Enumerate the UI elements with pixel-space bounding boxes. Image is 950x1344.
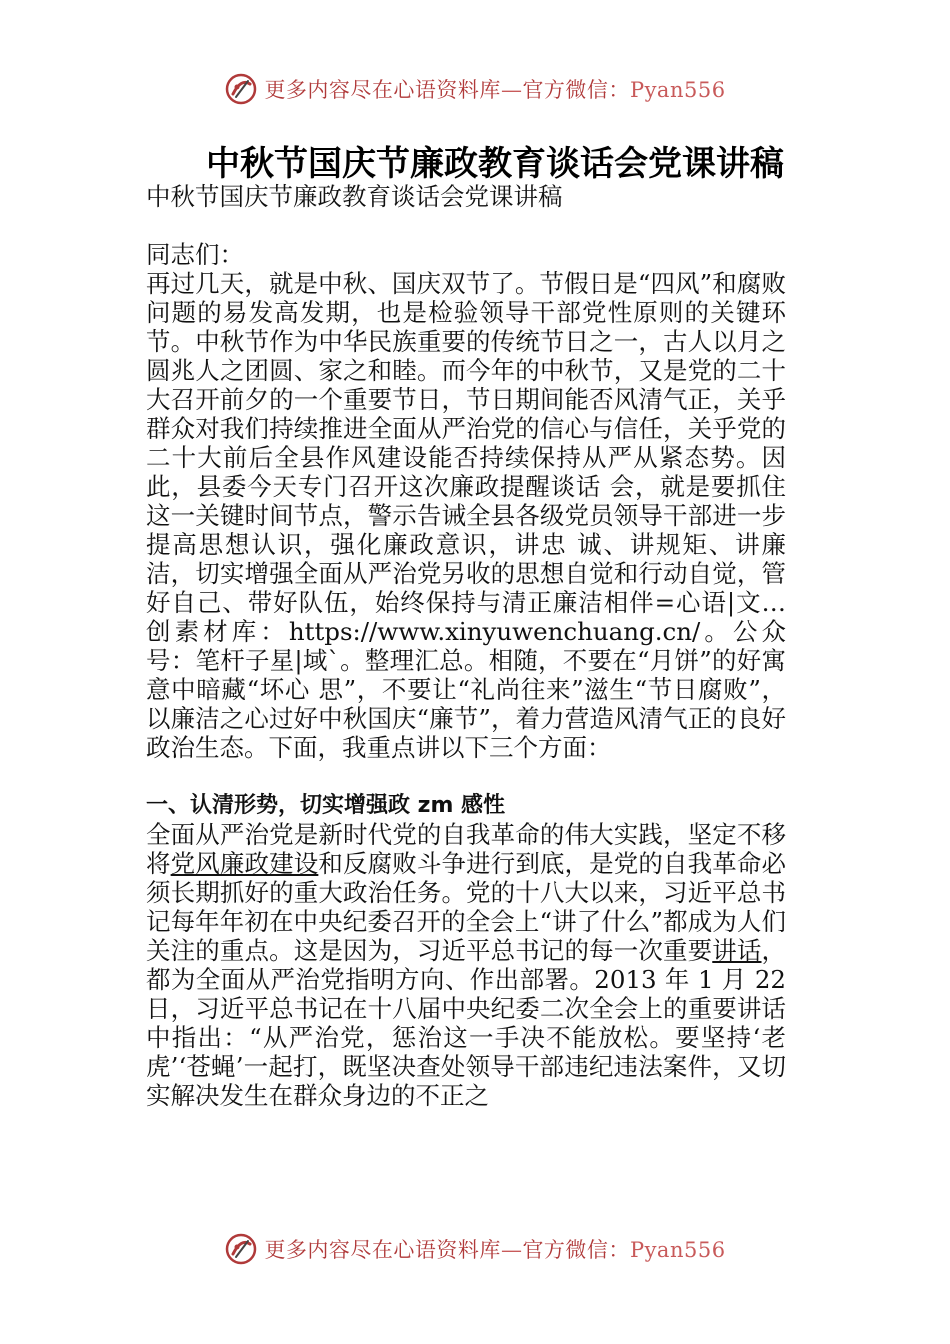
logo-icon xyxy=(224,1232,258,1266)
watermark-text: 更多内容尽在心语资料库—官方微信：Pyan556 xyxy=(264,78,726,102)
link-speech[interactable]: 讲话 xyxy=(712,936,762,965)
document-subtitle: 中秋节国庆节廉政教育谈话会党课讲稿 xyxy=(146,182,563,211)
watermark-banner-bottom xyxy=(0,1232,950,1266)
document-title: 中秋节国庆节廉政教育谈话会党课讲稿 xyxy=(206,144,784,184)
intro-paragraph: 再过几天，就是中秋、国庆双节了。节假日是“四风”和腐败问题的易发高发期，也是检验领导干部党性原则的关键环节。中秋节作为中华民族重要的传统节日之一，古人以月之圆兆人之团圆、家之和睦。而今年的中秋节，又是党的二十大召开前夕的一个重要节日，节日期间能否风清气正，关乎群众对我们持续推进全面从严治党的信心与信任，关乎党的二十大前后全县作风建设能否持续保持从严从紧态势。因此，县委今天专门召开这次廉政提醒谈话 会，就是要抓住这一关键时间节点，警示告诫全县各级党员领导干部进一步提高思想认识，强化廉政意识，讲忠 诚、讲规矩、讲廉洁，切实增强全面从严治党另收的思想自觉和行动自觉，管好自己、带好队伍，始终保持与清正廉洁相伴=心语|文…创素材库：https://www.xinyuwenchuang.cn/。公众号：笔杆子星|域`。整理汇总。相随，不要在“月饼”的好寓意中暗藏“坏心 思”，不要让“礼尚往来”滋生“节日腐败”，以廉洁之心过好中秋国庆“廉节”，着力营造风清气正的良好政治生态。下面，我重点讲以下三个方面： xyxy=(146,269,786,762)
watermark-text: 更多内容尽在心语资料库—官方微信：Pyan556 xyxy=(264,1238,726,1262)
section-1-paragraph: 全面从严治党是新时代党的自我革命的伟大实践，坚定不移将党风廉政建设和反腐败斗争进行到底，是党的自我革命必须长期抓好的重大政治任务。党的十八大以来，习近平总书记每年年初在中央纪委召开的全会上“讲了什么”都成为人们关注的重点。这是因为，习近平总书记的每一次重要讲话，都为全面从严治党指明方向、作出部署。2013 年 1 月 22 日，习近平总书记在十八届中央纪委二次全会上的重要讲话中指出：“从严治党，惩治这一手决不能放松。要坚持‘老虎’‘苍蝇’一起打，既坚决查处领导干部违纪违法案件，又切实解决发生在群众身边的不正之 xyxy=(146,820,787,1110)
document-body xyxy=(146,182,786,1110)
logo-icon xyxy=(224,72,258,106)
link-party-conduct[interactable]: 党风廉政建设 xyxy=(170,849,319,878)
watermark-banner-top xyxy=(0,72,950,106)
greeting: 同志们： xyxy=(146,240,244,269)
section-heading-1: 一、认清形势，切实增强政 zm 感性 xyxy=(146,793,506,818)
